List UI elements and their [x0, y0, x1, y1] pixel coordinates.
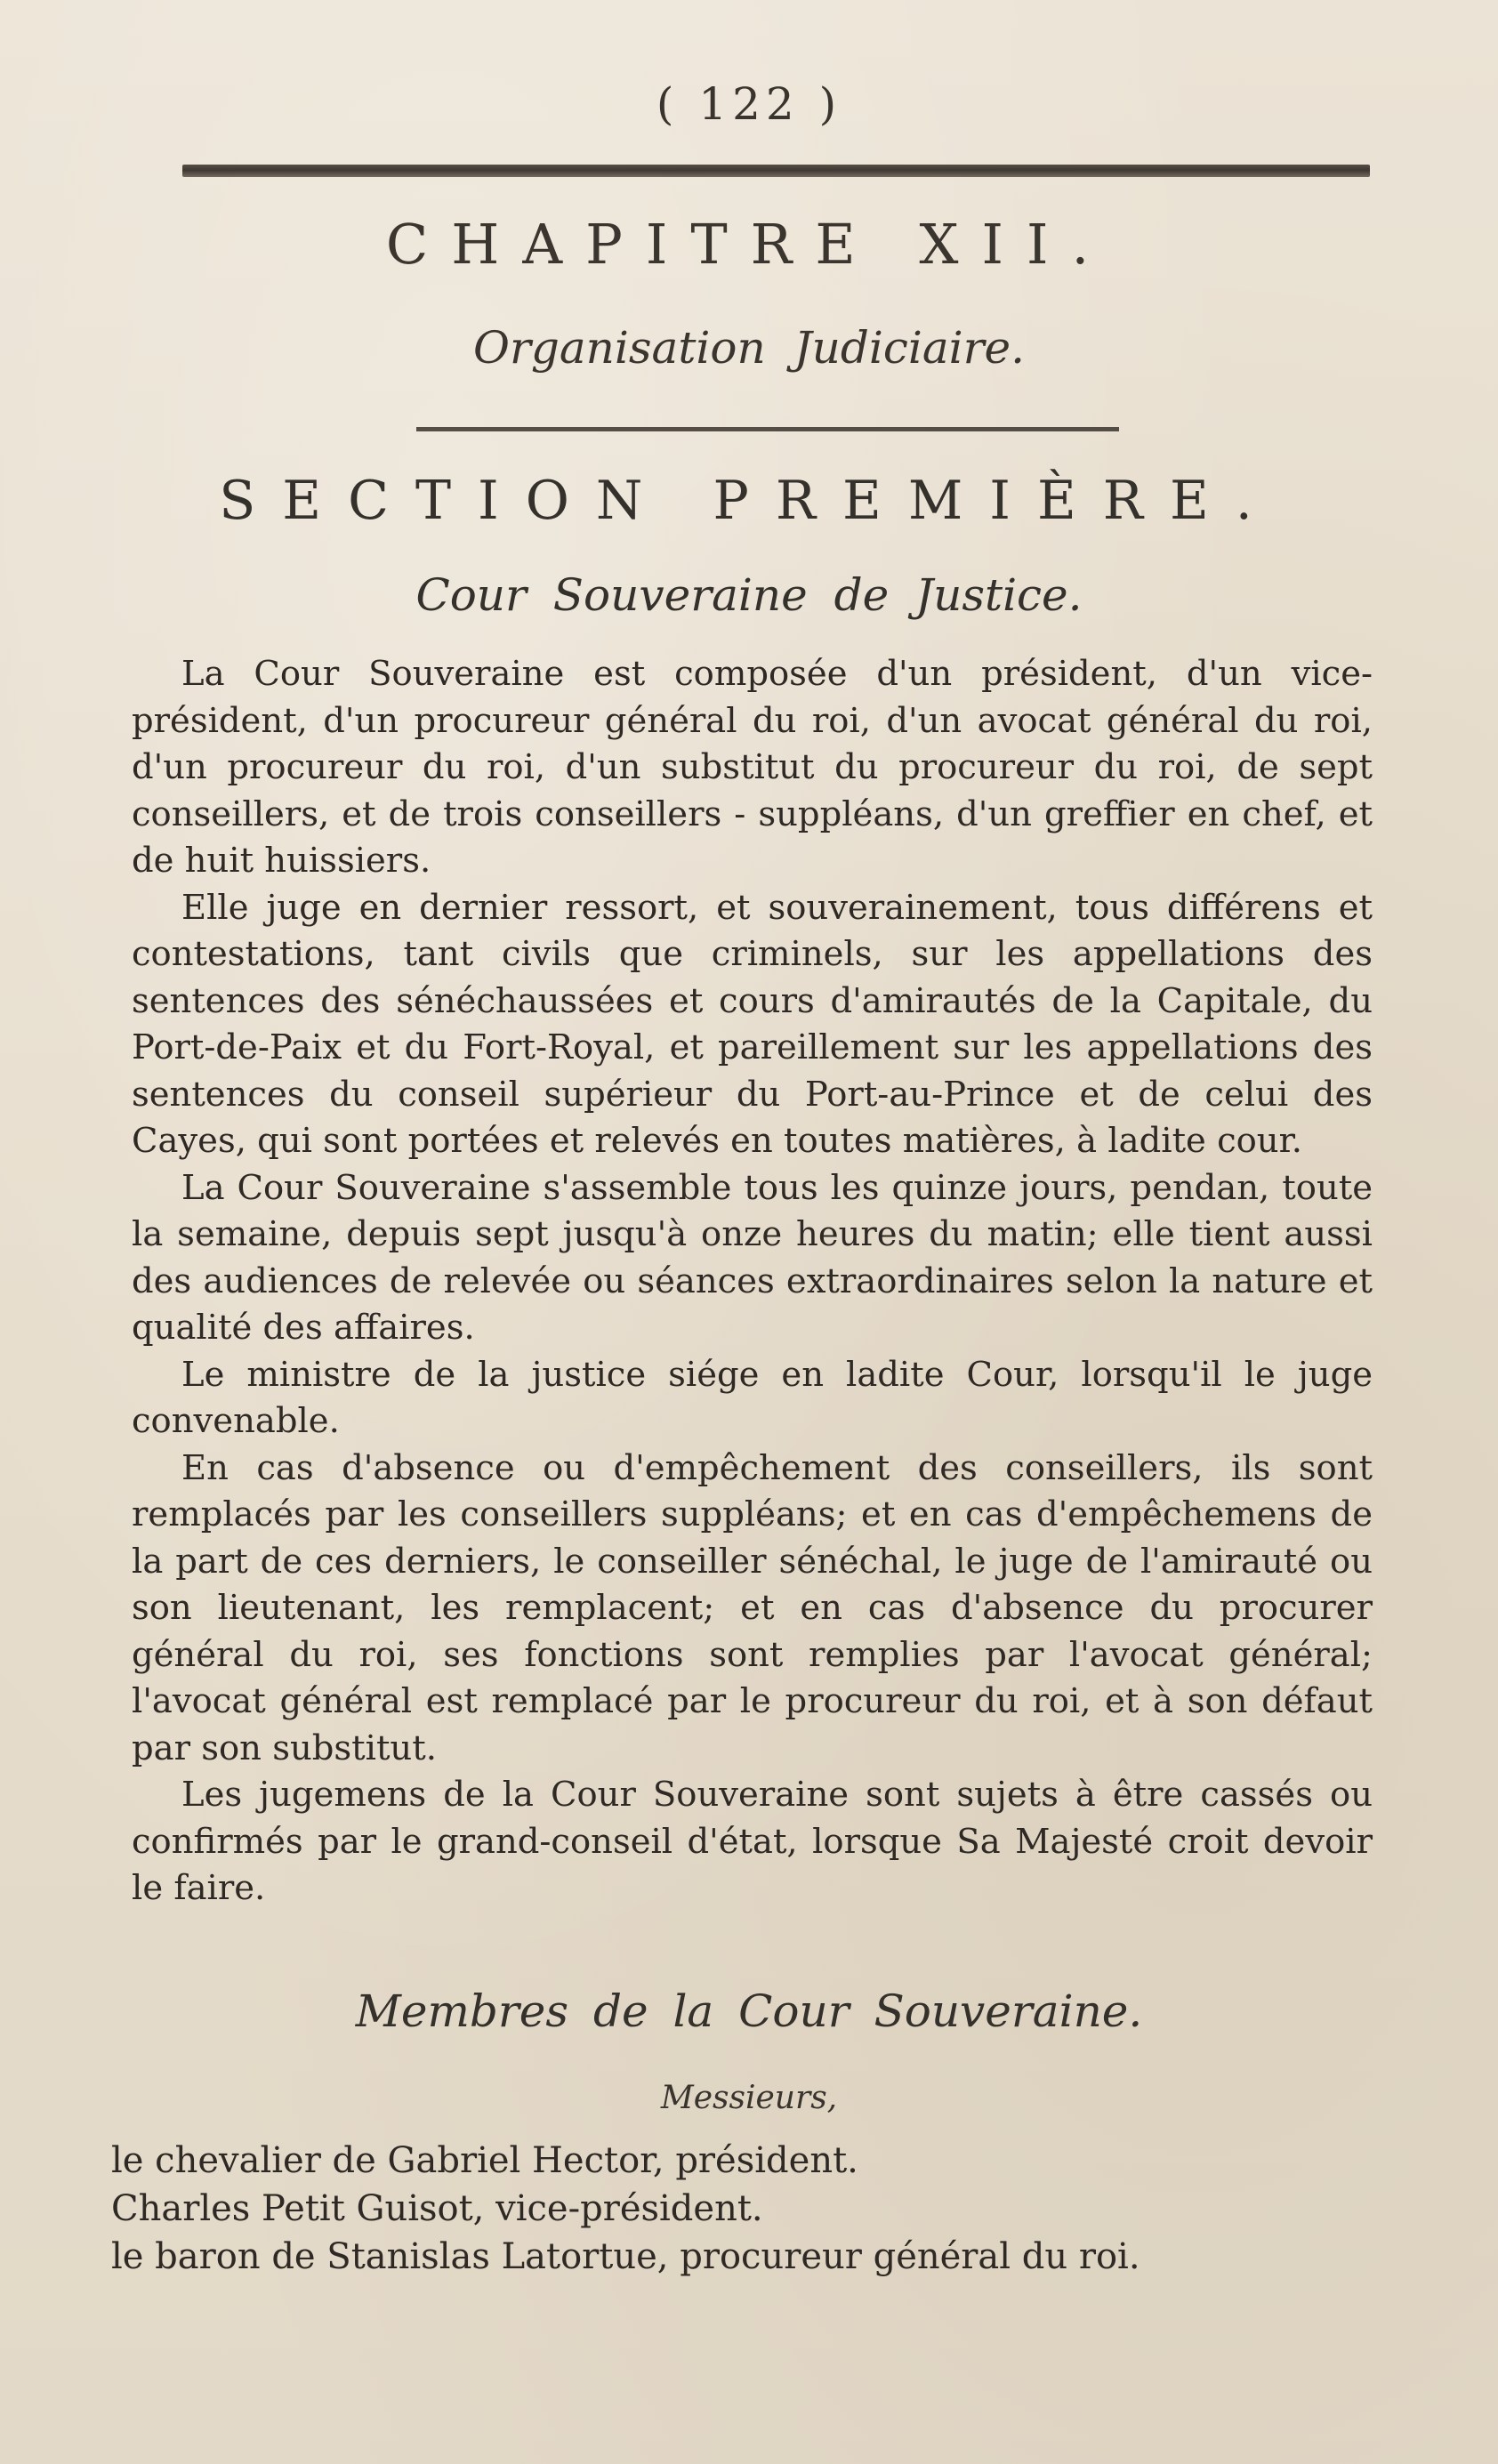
members-title: Membres de la Cour Souveraine.: [355, 1985, 1143, 2037]
member-line: le baron de Stanislas Latortue, procureur général du roi.: [111, 2236, 1140, 2277]
salutation: Messieurs,: [660, 2080, 838, 2116]
chapter-title: CHAPITRE XII.: [385, 212, 1113, 277]
paragraph: La Cour Souveraine s'assemble tous les quinze jours, pendan, toute la semaine, depuis sept jusqu'à onze heures du matin; elle tient aussi des audiences de relevée ou séances extraordinaires selon la nature et qualité des affaires.: [132, 1167, 1373, 1348]
section-divider: [416, 427, 1119, 431]
section-title: SECTION PREMIÈRE.: [219, 470, 1279, 532]
body-text: [132, 651, 1373, 1912]
paragraph: En cas d'absence ou d'empêchement des conseillers, ils sont remplacés par les conseillers suppléans; et en cas d'empêchemens de la part de ces derniers, le conseiller sénéchal, le juge de l'amirauté ou son lieutenant, les remplacent; et en cas d'absence du procurer général du roi, ses fonctions sont remplies par l'avocat général; l'avocat général est remplacé par le procureur du roi, et à son défaut par son substitut.: [132, 1447, 1373, 1768]
chapter-subtitle: Organisation Judiciaire.: [472, 322, 1026, 374]
paragraph: Les jugemens de la Cour Souveraine sont sujets à être cassés ou confirmés par le grand-conseil d'état, lorsque Sa Majesté croit devoir le faire.: [132, 1775, 1373, 1908]
members-list: [111, 2137, 1374, 2281]
paragraph: Le ministre de la justice siége en ladite Cour, lorsqu'il le juge convenable.: [132, 1354, 1373, 1441]
header-rule: [182, 165, 1370, 177]
member-line: Charles Petit Guisot, vice-président.: [111, 2188, 763, 2229]
paragraph: Elle juge en dernier ressort, et souverainement, tous différens et contestations, tant civils que criminels, sur les appellations des sentences des sénéchaussées et cours d'amirautés de la Capitale, du Port-de-Paix et du Fort-Royal, et pareillement sur les appellations des sentences du conseil supérieur du Port-au-Prince et de celui des Cayes, qui sont portées et relevés en toutes matières, à ladite cour.: [132, 887, 1373, 1161]
page-number: ( 122 ): [656, 78, 842, 130]
section-subtitle: Cour Souveraine de Justice.: [415, 569, 1083, 621]
member-line: le chevalier de Gabriel Hector, président.: [111, 2140, 858, 2181]
paragraph: La Cour Souveraine est composée d'un président, d'un vice-président, d'un procureur général du roi, d'un avocat général du roi, d'un procureur du roi, d'un substitut du procureur du roi, de sept conseillers, et de trois conseillers - suppléans, d'un greffier en chef, et de huit huissiers.: [132, 654, 1373, 881]
